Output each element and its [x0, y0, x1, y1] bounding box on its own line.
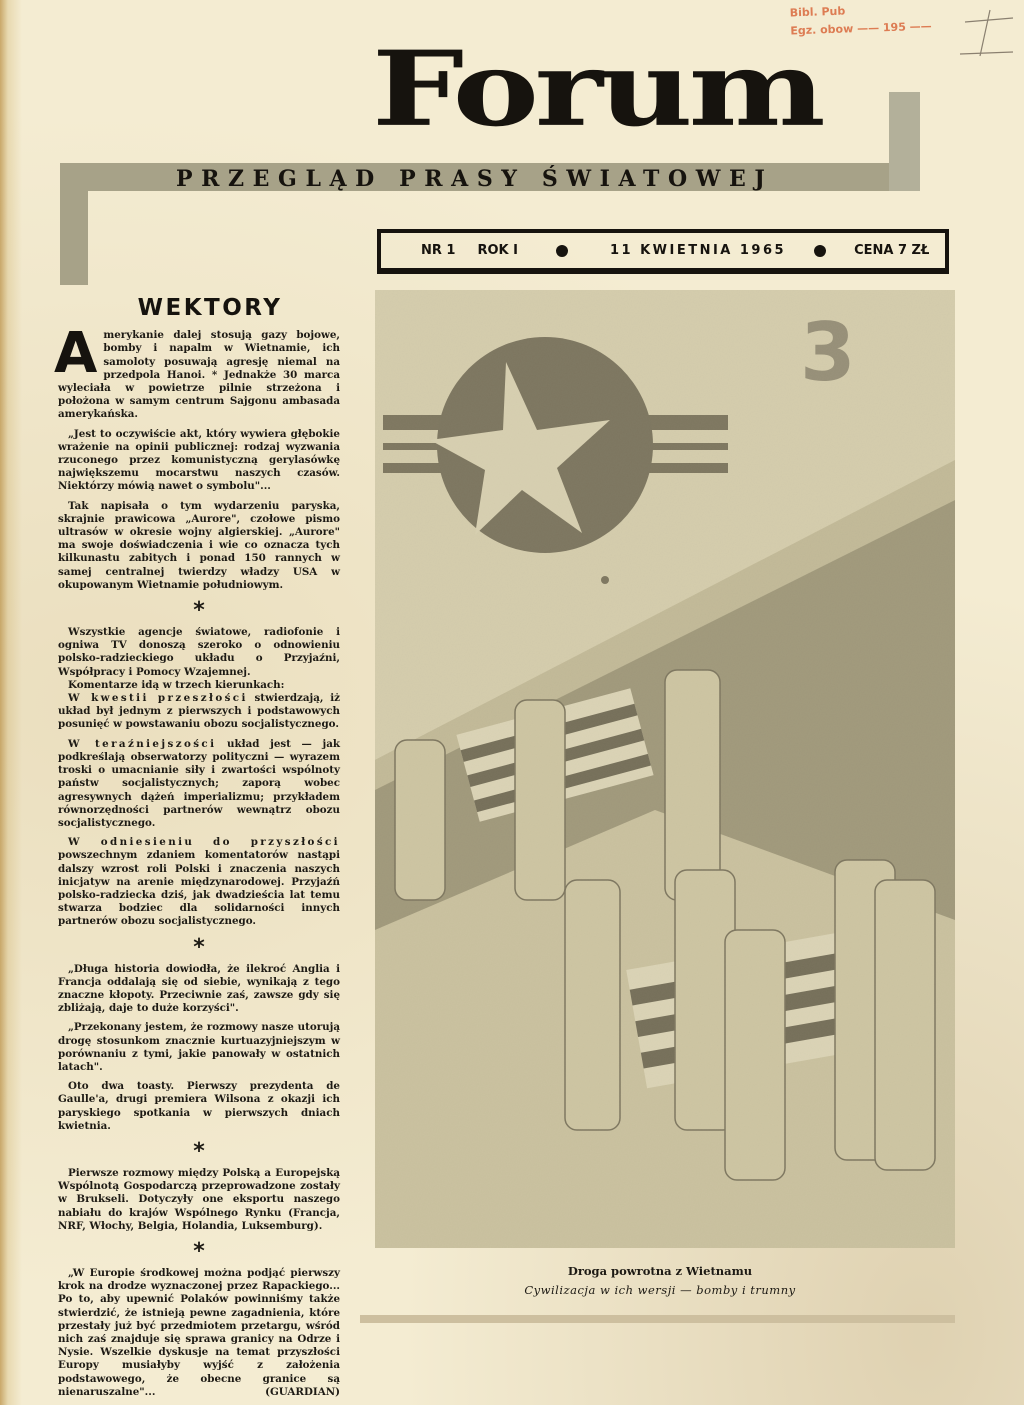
paragraph: W teraźniejszości układ jest — jak podkreślają obserwatorzy polityczni — wyrazem troski o umacnianie siły i zwartości wspólnoty państw socjalistycznych; zaporą wobec agresywnych dążeń imperializmu; przykładem równorzędności partnerów wewnątrz obozu socjalistycznego. [58, 737, 340, 829]
paragraph: W kwestii przeszłości stwierdzają, iż układ był jednym z pierwszych i podstawowych posunięć w powstawaniu obozu socjalistycznego. [58, 692, 340, 731]
article-section-4 [58, 1167, 340, 1233]
issue-year: ROK I [477, 243, 518, 258]
asterisk-separator: * [193, 934, 205, 960]
article-column [54, 295, 340, 1399]
paragraph: Oto dwa toasty. Pierwszy prezydenta de Gaulle'a, drugi premiera Wilsona z okazji ich paryskiego spotkania w pierwszych dniach kwietnia. [58, 1080, 340, 1132]
article-section-1 [54, 321, 340, 592]
masthead-bar-right [889, 92, 920, 191]
issue-number: NR 1 [421, 243, 456, 258]
asterisk-separator: * [193, 598, 205, 624]
article-section-2 [58, 626, 340, 928]
asterisk-separator: * [193, 1238, 205, 1264]
lead-paragraph: Amerykanie dalej stosują gazy bojowe, bomby i napalm w Wietnamie, ich samoloty posuwają agresję niemal na przedpola Hanoi. * Jednakże 30 marca wyleciała w powietrze pilnie strzeżona i położona w samym centrum Sajgonu ambasada amerykańska. [54, 321, 340, 421]
article-title: WEKTORY [137, 295, 283, 321]
paragraph: „Przekonany jestem, że rozmowy nasze utorują drogę stosunkom znacznie kurtuazyjniejszym w porównaniu z tymi, jakie panowały w ostatnich latach". [58, 1021, 340, 1073]
bullet-icon [814, 245, 826, 257]
article-section-3 [58, 963, 340, 1133]
drop-cap: A [54, 321, 98, 387]
article-section-5 [58, 1267, 340, 1399]
news-photo [375, 290, 955, 1248]
paragraph: Wszystkie agencje światowe, radiofonie i ogniwa TV donoszą szeroko o odnowieniu polsko-radzieckiego układu o Przyjaźni, Współpracy i Pomocy Wzajemnej. [58, 626, 340, 678]
paragraph: „W Europie środkowej można podjąć pierwszy krok na drodze wyznaczonej przez Rapackiego... Po to, aby upewnić Polaków powinniśmy także stwierdzić, że istnieją pewne zagadnienia, które przestały już być przedmiotem przetargu, wśród nich zaś znajduje się sprawa granicy na Odrze i Nysie. Wszelkie dyskusje na temat przyszłości Europy musiałyby wyjść z założenia podstawowego, że obecne granice są nienaruszalne"... (GUARDIAN) [58, 1266, 340, 1398]
stamp-line-2: Egz. obow —— 195 —— [790, 19, 932, 38]
masthead-subtitle: PRZEGLĄD PRASY ŚWIATOWEJ [176, 166, 774, 192]
issue-info-box [377, 229, 949, 274]
stamp-line-1: Bibl. Pub [789, 4, 846, 20]
pencil-mark [955, 8, 1015, 58]
photo-caption-title: Droga powrotna z Wietnamu [567, 1264, 753, 1278]
paragraph: Tak napisała o tym wydarzeniu paryska, skrajnie prawicowa „Aurore", czołowe pismo ultrasów w okresie wojny algierskiej. „Aurore" ma swoje doświadczenia i wie co oznacza tych kilkunastu zabitych i ponad 150 rannych w samej centralnej twierdzy władzy USA w okupowanym Wietnamie południowym. [58, 499, 340, 591]
paragraph: „Jest to oczywiście akt, który wywiera głębokie wrażenie na opinii publicznej: rodzaj wyzwania rzuconego przez komunistyczną gerylasówkę największemu mocarstwu naszych czasów. Niektórzy mówią nawet o symbolu"... [58, 427, 340, 493]
masthead-title: Forum [372, 28, 822, 150]
bottom-rule [360, 1315, 955, 1323]
photo-caption-subtitle: Cywilizacja w ich wersji — bomby i trumny [524, 1283, 796, 1297]
paragraph: W odniesieniu do przyszłości powszechnym zdaniem komentatorów nastąpi dalszy wzrost roli Polski i znaczenia naszych inicjatyw na arenie międzynarodowej. Przyjaźń polsko-radziecka dziś, jak dwadzieścia lat temu stwarza bodziec dla solidarności innych partnerów obozu socjalistycznego. [58, 836, 340, 928]
masthead-bar-left [60, 163, 88, 285]
source-attribution: (GUARDIAN) [265, 1385, 340, 1398]
issue-date: 11 KWIETNIA 1965 [609, 243, 787, 258]
paragraph: Komentarze idą w trzech kierunkach: [68, 678, 285, 691]
bullet-icon [556, 245, 568, 257]
photo-illustration [375, 290, 955, 1248]
asterisk-separator: * [193, 1138, 205, 1164]
paragraph: „Długa historia dowiodła, że ilekroć Anglia i Francja oddalają się od siebie, wynikają z tego znaczne kłopoty. Przeciwnie zaś, zawsze gdy się zbliżają, daje to duże korzyści". [58, 962, 340, 1015]
paragraph: Pierwsze rozmowy między Polską a Europejską Wspólnotą Gospodarczą przeprowadzone zostały w Brukseli. Dotyczyły one eksportu naszego nabiału do krajów Wspólnego Rynku (Francja, NRF, Włochy, Belgia, Holandia, Luksemburg). [58, 1166, 340, 1232]
issue-price: CENA 7 ZŁ [854, 243, 930, 258]
